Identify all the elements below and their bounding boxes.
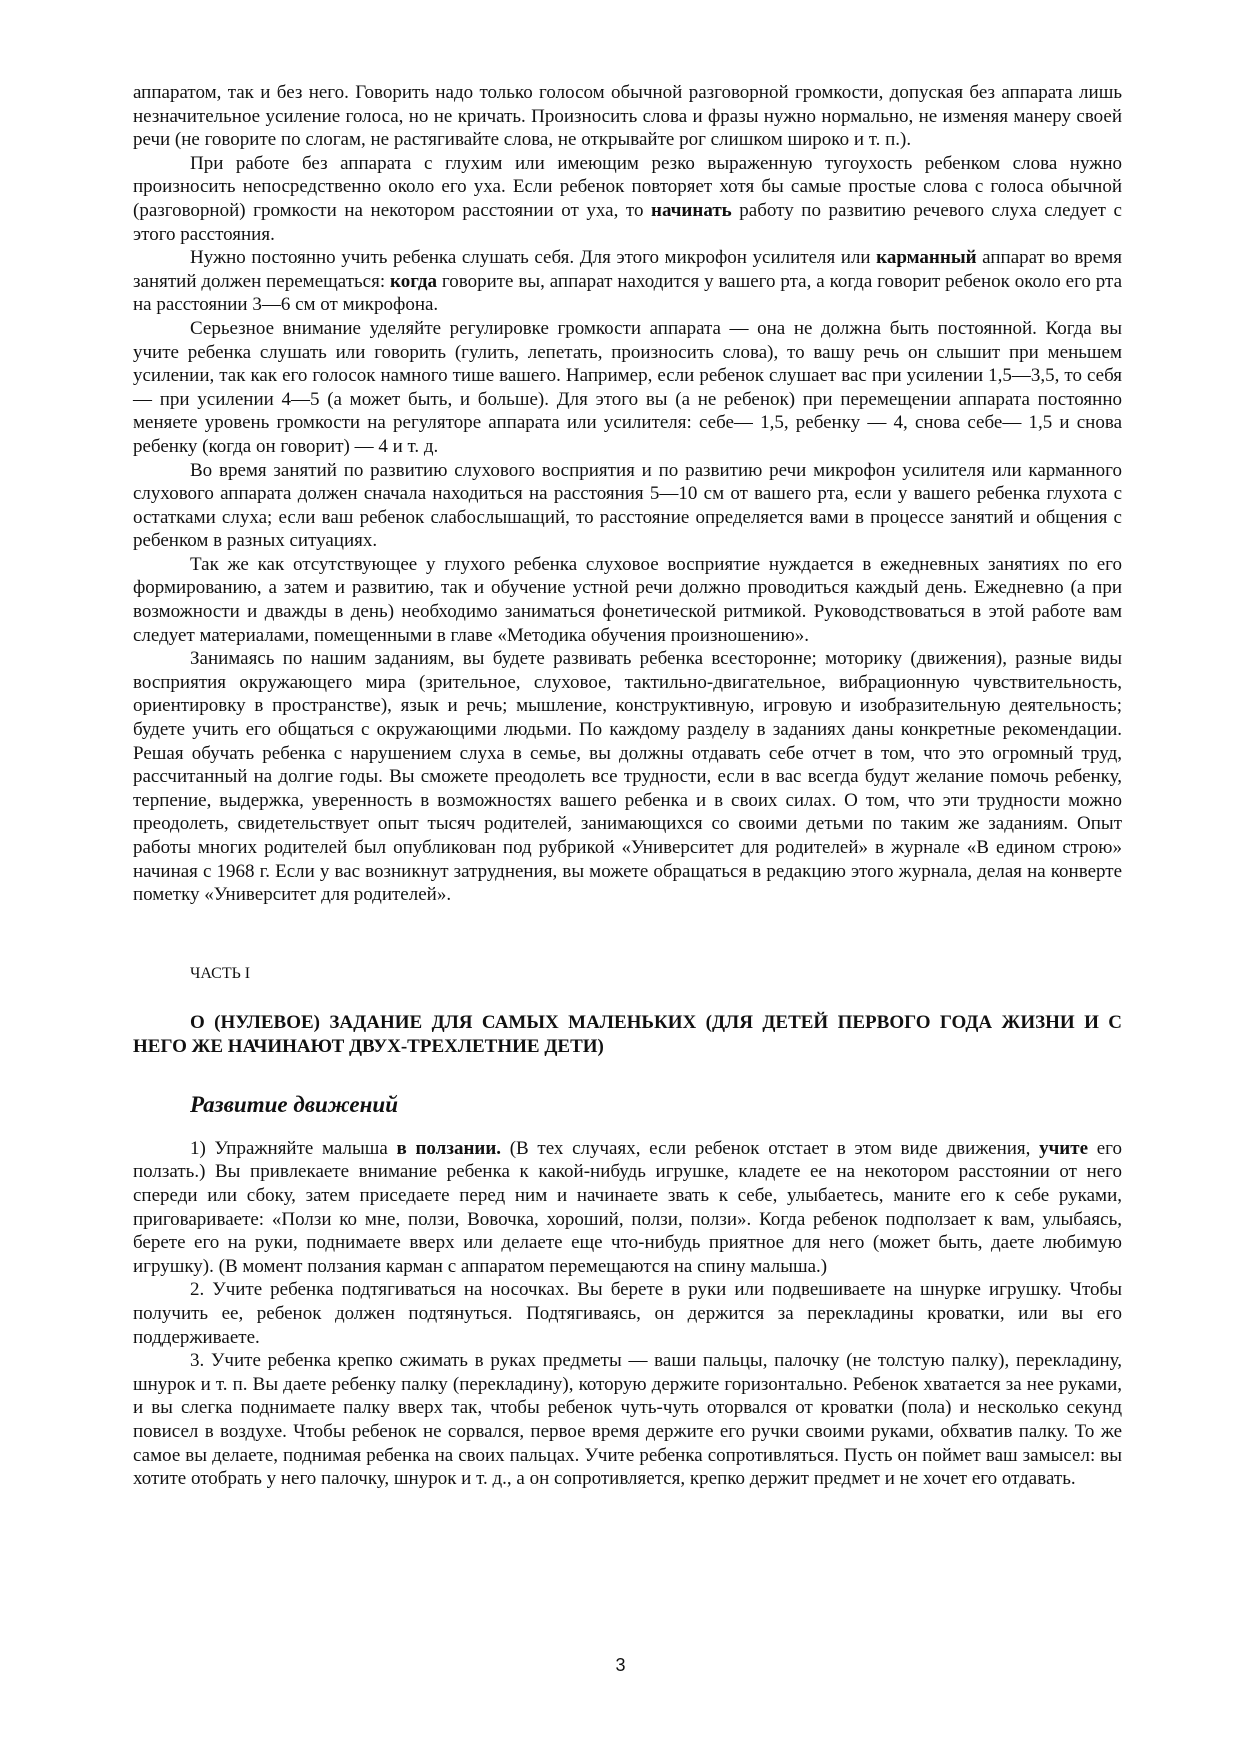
document-page xyxy=(133,81,1122,1491)
paragraph: Во время занятий по развитию слухового восприятия и по развитию речи микрофон усилителя или карманного слухового аппарата должен сначала находиться на расстояния 5—10 см от вашего рта, если у вашего ребенка глухота с остатками слуха; если ваш ребенок слабослышащий, то расстояние определяется вами в процессе занятий и общения с ребенком в разных ситуациях. xyxy=(133,459,1122,552)
part-label: ЧАСТЬ I xyxy=(190,964,251,982)
paragraph: Серьезное внимание уделяйте регулировке громкости аппарата — она не должна быть постоянной. Когда вы учите ребенка слушать или говорить (гулить, лепетать, произносить слова), то вашу речь он слышит при меньшем усилении, так как его голосок намного тише вашего. Например, если ребенок слушает вас при усилении 1,5—3,5, то себя — при усилении 4—5 (а может быть, и больше). Для этого вы (а не ребенок) при перемещении аппарата постоянно меняете уровень громкости на регуляторе аппарата или усилителя: себе— 1,5, ребенку — 4, снова себе— 1,5 и снова ребенку (когда он говорит) — 4 и т. д. xyxy=(133,317,1122,457)
exercise-paragraph: 1) Упражняйте малыша в ползании. (В тех случаях, если ребенок отстает в этом виде движения, учите его ползать.) Вы привлекаете внимание ребенка к какой-нибудь игрушке, кладете ее на некотором расстоянии от него спереди или сбоку, затем приседаете перед ним и начинаете звать к себе, улыбаетесь, маните его к себе руками, приговариваете: «Ползи ко мне, ползи, Вовочка, хороший, ползи, ползи». Когда ребенок подползает к вам, улыбаясь, берете его на руки, поднимаете вверх или делаете еще что-нибудь приятное для него (может быть, даете любимую игрушку). (В момент ползания карман с аппаратом перемещаются на спину малыша.) xyxy=(133,1137,1122,1277)
intro-body xyxy=(133,81,1122,907)
exercise-paragraph: 3. Учите ребенка крепко сжимать в руках предметы — ваши пальцы, палочку (не толстую палку), перекладину, шнурок и т. п. Вы даете ребенку палку (перекладину), которую держите горизонтально. Ребенок хватается за нее руками, и вы слегка поднимаете палку вверх так, чтобы ребенок чуть-чуть оторвался от кроватки (пола) и несколько секунд повисел в воздухе. Чтобы ребенок не сорвался, первое время держите его ручки своими руками, обхватив палку. То же самое вы делаете, поднимая ребенка на своих пальцах. Учите ребенка сопротивляться. Пусть он поймет ваш замысел: вы хотите отобрать у него палочку, шнурок и т. д., а он сопротивляется, крепко держит предмет и не хочет его отдавать. xyxy=(133,1350,1122,1490)
page-number: 3 xyxy=(615,1655,626,1675)
paragraph: Так же как отсутствующее у глухого ребенка слуховое восприятие нуждается в ежедневных занятиях по его формированию, а затем и развитию, так и обучение устной речи должно проводиться каждый день. Ежедневно (а при возможности и дважды в день) необходимо заниматься фонетической ритмикой. Руководствоваться в этой работе вам следует материалами, помещенными в главе «Методика обучения произношению». xyxy=(133,553,1122,646)
paragraph: Занимаясь по нашим заданиям, вы будете развивать ребенка всесторонне; моторику (движения), разные виды восприятия окружающего мира (зрительное, слуховое, тактильно-двигательное, вибрационную чувствительность, ориентировку в пространстве), язык и речь; мышление, конструктивную, игровую и изобразительную деятельность; будете учить его общаться с окружающими людьми. По каждому разделу в заданиях даны конкретные рекомендации. Решая обучать ребенка с нарушением слуха в семье, вы должны отдавать себе отчет в том, что это огромный труд, рассчитанный на долгие годы. Вы сможете преодолеть все трудности, если в вас всегда будут желание помочь ребенку, терпение, выдержка, уверенность в возможностях вашего ребенка и в своих силах. О том, что эти трудности можно преодолеть, свидетельствует опыт тысяч родителей, занимающихся со своими детьми по таким же заданиям. Опыт работы многих родителей был опубликован под рубрикой «Университет для родителей» в журнале «В едином строю» начиная с 1968 г. Если у вас возникнут затруднения, вы можете обращаться в редакцию этого журнала, делая на конверте пометку «Университет для родителей». xyxy=(133,648,1122,906)
paragraph: аппаратом, так и без него. Говорить надо только голосом обычной разговорной громкости, допуская без аппарата лишь незначительное усиление голоса, но не кричать. Произносить слова и фразы нужно нормально, не изменяя манеру своей речи (не говорите по слогам, не растягивайте слова, не открывайте рог слишком широко и т. п.). xyxy=(133,82,1122,151)
emphasis-text: карманный xyxy=(876,247,977,269)
emphasis-text: учите xyxy=(1039,1137,1089,1159)
section-body xyxy=(133,1137,1122,1491)
section-heading: О (НУЛЕВОЕ) ЗАДАНИЕ ДЛЯ САМЫХ МАЛЕНЬКИХ (ДЛЯ ДЕТЕЙ ПЕРВОГО ГОДА ЖИЗНИ И С НЕГО ЖЕ НАЧИНАЮТ ДВУХ-ТРЕХЛЕТНИЕ ДЕТИ) xyxy=(133,1011,1122,1057)
exercise-paragraph: 2. Учите ребенка подтягиваться на носочках. Вы берете в руки или подвешиваете на шнурке игрушку. Чтобы получить ее, ребенок должен подтянуться. Подтягиваясь, он держится за перекладины кроватки, или вы его поддерживаете. xyxy=(133,1279,1122,1348)
emphasis-text: когда xyxy=(390,270,438,292)
emphasis-text: начинать xyxy=(651,199,732,221)
paragraph: Нужно постоянно учить ребенка слушать себя. Для этого микрофон усилителя или карманный аппарат во время занятий должен перемещаться: когда говорите вы, аппарат находится у вашего рта, а когда говорит ребенок около его рта на расстоянии 3—6 см от микрофона. xyxy=(133,247,1122,316)
emphasis-text: в ползании. xyxy=(396,1137,502,1159)
paragraph: При работе без аппарата с глухим или имеющим резко выраженную тугоухость ребенком слова нужно произносить непосредственно около его уха. Если ребенок повторяет хотя бы самые простые слова с голоса обычной (разговорной) громкости на некотором расстоянии от уха, то начинать работу по развитию речевого слуха следует с этого расстояния. xyxy=(133,152,1122,245)
sub-heading: Развитие движений xyxy=(190,1091,398,1117)
